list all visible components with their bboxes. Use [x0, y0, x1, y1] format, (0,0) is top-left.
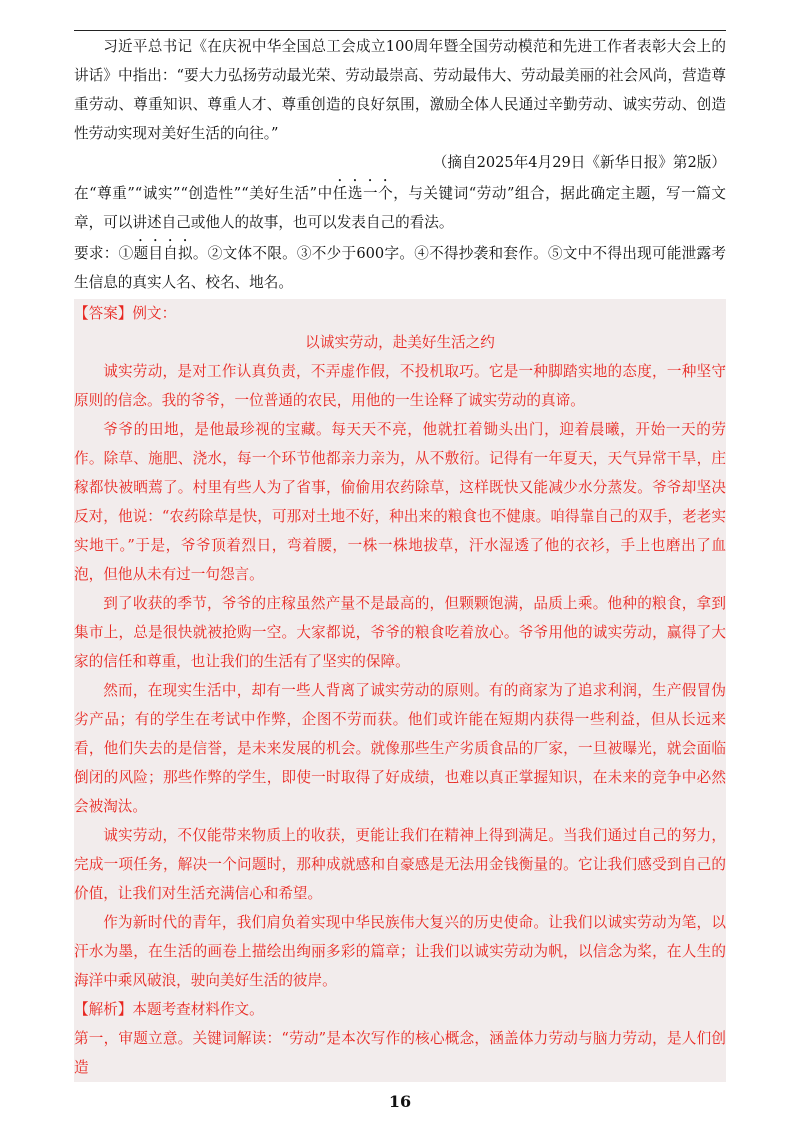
essay-paragraph: 作为新时代的青年，我们肩负着实现中华民族伟大复兴的历史使命。让我们以诚实劳动为笔，以汗水为墨，在生活的画卷上描绘出绚丽多彩的篇章；让我们以诚实劳动为帆，以信念为桨，在人生的海洋中乘风破浪，驶向美好生活的彼岸。 [74, 914, 726, 989]
task-paragraph [74, 177, 726, 237]
essay-paragraph: 到了收获的季节，爷爷的庄稼虽然产量不是最高的，但颗颗饱满，品质上乘。他种的粮食，拿到集市上，总是很快就被抢购一空。大家都说，爷爷的粮食吃着放心。爷爷用他的诚实劳动，赢得了大家的信任和尊重，也让我们的生活有了坚实的保障。 [74, 595, 726, 670]
requirements-rest: 。②文体不限。③不少于600字。④不得抄袭和套作。⑤文中不得出现可能泄露考生信息的真实人名、校名、地名。 [74, 245, 726, 291]
quote-paragraph: 习近平总书记《在庆祝中华全国总工会成立100周年暨全国劳动模范和先进工作者表彰大会上的讲话》中指出：“要大力弘扬劳动最光荣、劳动最崇高、劳动最伟大、劳动最美丽的社会风尚，营造尊重劳动、尊重知识、尊重人才、尊重创造的良好氛围，激励全体人民通过辛勤劳动、诚实劳动、创造性劳动实现对美好生活的向往。” [74, 38, 726, 142]
essay-paragraph: 然而，在现实生活中，却有一些人背离了诚实劳动的原则。有的商家为了追求利润，生产假冒伪劣产品；有的学生在考试中作弊，企图不劳而获。他们或许能在短期内获得一些利益，但从长远来看，他们失去的是信誉，是未来发展的机会。就像那些生产劣质食品的厂家，一旦被曝光，就会面临倒闭的风险；那些作弊的学生，即使一时取得了好成绩，也难以真正掌握知识，在未来的竞争中必然会被淘汰。 [74, 682, 726, 815]
requirements-paragraph [74, 237, 726, 297]
task-text-b: ，与关键词“劳动”组合，据此确定主题，写一篇文章，可以讲述自己或他人的故事，也可以发表自己的看法。 [74, 185, 726, 231]
analysis-label: 【解析】 [74, 1001, 133, 1018]
essay-title: 以诚实劳动，赴美好生活之约 [305, 334, 495, 351]
answer-label: 【答案】 [74, 305, 133, 322]
quote-source: （摘自2025年4月29日《新华日报》第2版） [432, 154, 726, 171]
answer-intro: 例文： [132, 305, 177, 322]
task-emphasis: 任选一个 [332, 185, 394, 202]
requirements-prefix: 要求：① [74, 245, 134, 262]
requirements-emphasis: 题目自拟 [133, 245, 193, 262]
header-rule [74, 30, 726, 31]
answer-heading [74, 299, 726, 328]
page-number: 16 [388, 1092, 412, 1111]
analysis-first-line: 第一，审题立意。关键词解读：“劳动”是本次写作的核心概念，涵盖体力劳动与脑力劳动，是人们创造 [74, 1030, 726, 1076]
analysis-intro: 本题考查材料作文。 [132, 1001, 264, 1018]
task-text-a: 在“尊重”“诚实”“创造性”“美好生活”中 [74, 185, 333, 202]
page-content [74, 32, 726, 1082]
analysis-heading [74, 995, 726, 1024]
answer-block [74, 299, 726, 1082]
essay-paragraph: 爷爷的田地，是他最珍视的宝藏。每天天不亮，他就扛着锄头出门，迎着晨曦，开始一天的劳作。除草、施肥、浇水，每一个环节他都亲力亲为，从不敷衍。记得有一年夏天，天气异常干旱，庄稼都快被晒蔫了。村里有些人为了省事，偷偷用农药除草，这样既快又能减少水分蒸发。爷爷却坚决反对，他说：“农药除草是快，可那对土地不好，种出来的粮食也不健康。咱得靠自己的双手，老老实实地干。”于是，爷爷顶着烈日，弯着腰，一株一株地拔草，汗水湿透了他的衣衫，手上也磨出了血泡，但他从未有过一句怨言。 [74, 421, 726, 583]
essay-paragraph: 诚实劳动，是对工作认真负责，不弄虚作假，不投机取巧。它是一种脚踏实地的态度，一种坚守原则的信念。我的爷爷，一位普通的农民，用他的一生诠释了诚实劳动的真谛。 [74, 363, 726, 409]
essay-paragraph: 诚实劳动，不仅能带来物质上的收获，更能让我们在精神上得到满足。当我们通过自己的努力，完成一项任务，解决一个问题时，那种成就感和自豪感是无法用金钱衡量的。它让我们感受到自己的价值，让我们对生活充满信心和希望。 [74, 827, 726, 902]
